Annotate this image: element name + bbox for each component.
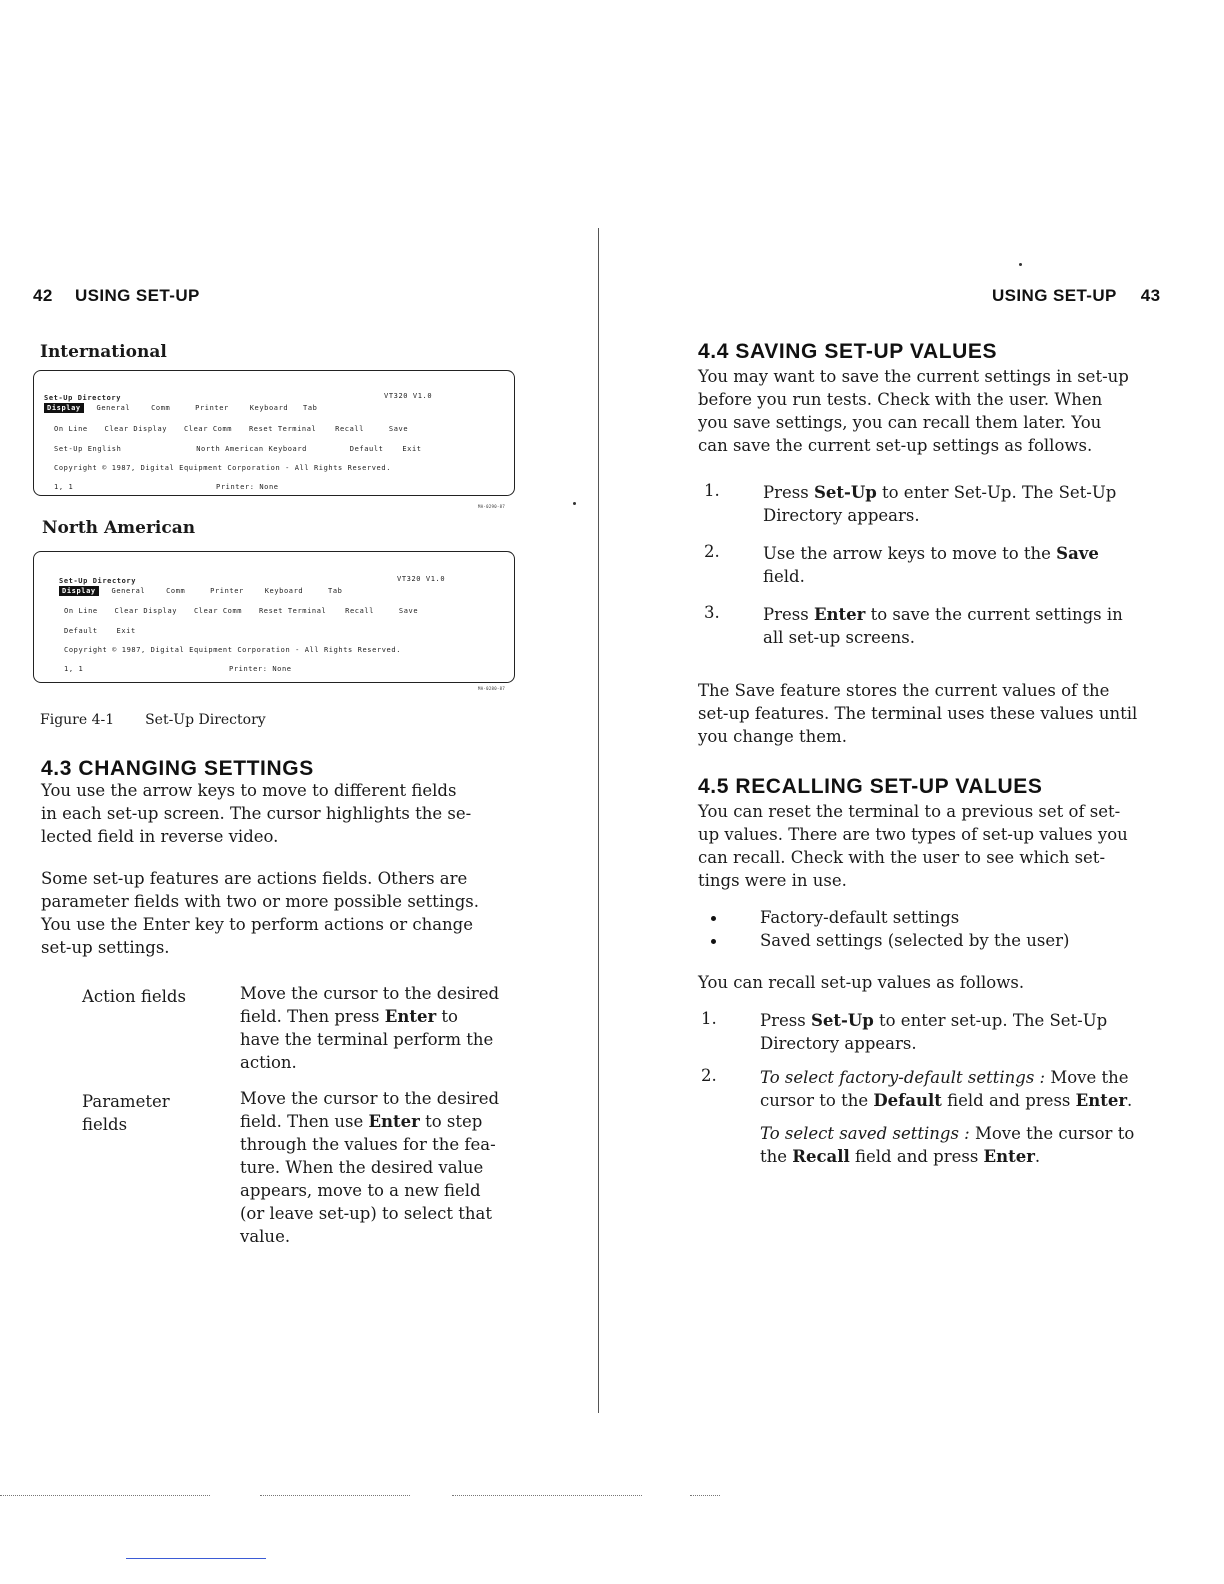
scan-artifact-blue-line bbox=[126, 1558, 266, 1559]
field-keyboard-type: North American Keyboard bbox=[196, 445, 307, 453]
menu-printer: Printer bbox=[195, 404, 229, 412]
figure-caption bbox=[40, 712, 266, 728]
field-save: Save bbox=[398, 607, 419, 615]
bullet-icon bbox=[711, 939, 716, 944]
definition-desc-parameter-fields bbox=[240, 1087, 540, 1248]
text-line bbox=[760, 1009, 1180, 1032]
text-line: Some set-up features are actions fields. Others are bbox=[41, 869, 468, 888]
left-page-number: 42 bbox=[33, 286, 53, 305]
field-clear-display: Clear Display bbox=[114, 607, 178, 615]
enter-key-term: Enter bbox=[813, 605, 866, 624]
text-line: value. bbox=[240, 1227, 291, 1246]
text-line: lected field in reverse video. bbox=[41, 827, 279, 846]
text-run: the bbox=[760, 1147, 793, 1166]
text-line bbox=[763, 542, 1183, 565]
text-line: Parameter bbox=[82, 1092, 170, 1111]
right-running-head bbox=[992, 286, 1160, 306]
menu-display-highlighted: Display bbox=[44, 403, 84, 413]
text-line bbox=[760, 1066, 1185, 1089]
screen-printer-status: Printer: None bbox=[229, 665, 292, 673]
screen-copyright: Copyright © 1987, Digital Equipment Corporation - All Rights Reserved. bbox=[64, 646, 402, 654]
field-setup-language: Set-Up English bbox=[54, 445, 122, 453]
art-tag: MA-0280-87 bbox=[478, 686, 506, 691]
field-save: Save bbox=[388, 425, 409, 433]
screen-title: Set-Up Directory bbox=[44, 394, 122, 402]
text-line: can save the current set-up settings as follows. bbox=[698, 436, 1093, 455]
scan-artifact bbox=[452, 1495, 642, 1497]
text-line: set-up features. The terminal uses these values until bbox=[698, 704, 1138, 723]
north-american-setup-screen bbox=[33, 551, 515, 683]
field-reset-terminal: Reset Terminal bbox=[248, 425, 317, 433]
bullet-item-factory-default: Factory-default settings bbox=[760, 908, 960, 927]
section-heading-4-3: 4.3 CHANGING SETTINGS bbox=[41, 757, 314, 780]
screen-title: Set-Up Directory bbox=[59, 577, 137, 585]
text-line: You can reset the terminal to a previous set of set- bbox=[698, 802, 1121, 821]
menu-tab: Tab bbox=[328, 587, 343, 595]
text-line: through the values for the fea- bbox=[240, 1135, 496, 1154]
setup-key-term: Set-Up bbox=[813, 483, 877, 502]
text-run: . bbox=[1034, 1147, 1041, 1166]
menu-keyboard: Keyboard bbox=[264, 587, 304, 595]
text-line bbox=[760, 1089, 1185, 1112]
text-line: Directory appears. bbox=[760, 1034, 917, 1053]
screen-action-row bbox=[54, 425, 408, 433]
text-line: Move the cursor to the desired bbox=[240, 984, 500, 1003]
screen-action-row bbox=[64, 607, 418, 615]
text-line bbox=[760, 1122, 1185, 1145]
text-line: all set-up screens. bbox=[763, 628, 915, 647]
field-default: Default bbox=[64, 627, 98, 635]
screen-option-row bbox=[64, 627, 136, 635]
bullet-icon bbox=[711, 916, 716, 921]
text-run: . bbox=[1127, 1091, 1133, 1110]
screen-copyright: Copyright © 1987, Digital Equipment Corporation - All Rights Reserved. bbox=[54, 464, 392, 472]
field-on-line: On Line bbox=[54, 425, 88, 433]
text-line: (or leave set-up) to select that bbox=[240, 1204, 492, 1223]
section-heading-4-5: 4.5 RECALLING SET-UP VALUES bbox=[698, 775, 1043, 798]
menu-comm: Comm bbox=[151, 404, 171, 412]
menu-general: General bbox=[96, 404, 131, 412]
recall-field-term: Recall bbox=[792, 1147, 850, 1166]
screen-version: VT320 V1.0 bbox=[384, 392, 433, 400]
recall-step-1 bbox=[760, 1009, 1180, 1055]
text-line: You use the Enter key to perform actions or change bbox=[41, 915, 473, 934]
text-run: Move the bbox=[1045, 1068, 1129, 1087]
menu-keyboard: Keyboard bbox=[249, 404, 289, 412]
field-exit: Exit bbox=[116, 627, 136, 635]
menu-comm: Comm bbox=[166, 587, 186, 595]
text-line: you save settings, you can recall them later. You bbox=[698, 413, 1102, 432]
menu-general: General bbox=[111, 587, 146, 595]
section-4-3-para-1 bbox=[41, 779, 561, 848]
recall-step-2a bbox=[760, 1066, 1185, 1112]
text-line bbox=[763, 481, 1183, 504]
figure-number: Figure 4-1 bbox=[40, 712, 115, 728]
menu-tab: Tab bbox=[303, 404, 318, 412]
text-line: Move the cursor to the desired bbox=[240, 1089, 500, 1108]
figure-title: Set-Up Directory bbox=[145, 712, 266, 728]
screen-menu-row bbox=[59, 587, 342, 595]
definition-term-parameter-fields bbox=[82, 1090, 170, 1136]
save-field-term: Save bbox=[1056, 544, 1099, 563]
north-american-label: North American bbox=[42, 518, 196, 538]
setup-key-term: Set-Up bbox=[810, 1011, 874, 1030]
text-run: Press bbox=[763, 605, 814, 624]
text-run: to bbox=[436, 1007, 458, 1026]
text-line: Directory appears. bbox=[763, 506, 920, 525]
text-run: Move the cursor to bbox=[969, 1124, 1135, 1143]
text-run: cursor to the bbox=[760, 1091, 874, 1110]
text-line bbox=[240, 1110, 540, 1133]
text-run: to save the current settings in bbox=[865, 605, 1123, 624]
italic-run: To select saved settings : bbox=[760, 1124, 970, 1143]
save-step-3 bbox=[763, 603, 1183, 649]
right-running-head-title: USING SET-UP bbox=[992, 286, 1117, 305]
text-run: field and press bbox=[849, 1147, 984, 1166]
text-run: Press bbox=[763, 483, 814, 502]
left-running-head bbox=[33, 286, 200, 306]
field-clear-display: Clear Display bbox=[104, 425, 168, 433]
section-4-4-closing bbox=[698, 679, 1188, 748]
field-clear-comm: Clear Comm bbox=[193, 607, 243, 615]
text-line: tings were in use. bbox=[698, 871, 847, 890]
text-line: You may want to save the current settings in set-up bbox=[698, 367, 1129, 386]
section-4-5-intro bbox=[698, 800, 1188, 892]
scan-speck bbox=[1019, 263, 1022, 266]
text-line: you change them. bbox=[698, 727, 847, 746]
text-line: set-up settings. bbox=[41, 938, 170, 957]
text-line bbox=[760, 1145, 1185, 1168]
text-line: field. bbox=[763, 567, 805, 586]
step-number: 1. bbox=[701, 1009, 717, 1028]
text-line: Action fields bbox=[82, 987, 186, 1006]
text-line: action. bbox=[240, 1053, 297, 1072]
text-line: appears, move to a new field bbox=[240, 1181, 481, 1200]
field-recall: Recall bbox=[335, 425, 365, 433]
enter-key-term: Enter bbox=[983, 1147, 1035, 1166]
text-line: before you run tests. Check with the user. When bbox=[698, 390, 1103, 409]
italic-run: To select factory-default settings : bbox=[760, 1068, 1046, 1087]
text-run: field. Then use bbox=[240, 1112, 369, 1131]
field-clear-comm: Clear Comm bbox=[183, 425, 233, 433]
screen-menu-row bbox=[44, 404, 317, 412]
scan-artifact bbox=[260, 1495, 410, 1497]
recall-step-2b bbox=[760, 1122, 1185, 1168]
text-line: fields bbox=[82, 1115, 128, 1134]
left-running-head-title: USING SET-UP bbox=[74, 286, 200, 305]
enter-key-term: Enter bbox=[1075, 1091, 1128, 1110]
step-number: 2. bbox=[701, 1066, 717, 1085]
text-line: up values. There are two types of set-up values you bbox=[698, 825, 1128, 844]
definition-desc-action-fields bbox=[240, 982, 540, 1074]
enter-key-term: Enter bbox=[384, 1007, 437, 1026]
text-line bbox=[763, 603, 1183, 626]
text-line: in each set-up screen. The cursor highlights the se- bbox=[41, 804, 472, 823]
bullet-item-saved-settings: Saved settings (selected by the user) bbox=[760, 931, 1070, 950]
menu-display-highlighted: Display bbox=[59, 586, 99, 596]
text-run: Press bbox=[760, 1011, 811, 1030]
text-line: can recall. Check with the user to see which set- bbox=[698, 848, 1106, 867]
section-4-3-para-2 bbox=[41, 867, 561, 959]
right-page-number: 43 bbox=[1140, 286, 1161, 305]
field-recall: Recall bbox=[345, 607, 375, 615]
recall-lead-text: You can recall set-up values as follows. bbox=[698, 973, 1025, 992]
text-run: field. Then press bbox=[240, 1007, 385, 1026]
step-number: 2. bbox=[704, 542, 720, 561]
screen-option-row bbox=[54, 445, 422, 453]
text-run: to step bbox=[419, 1112, 483, 1131]
menu-printer: Printer bbox=[210, 587, 244, 595]
international-setup-screen bbox=[33, 370, 515, 496]
text-run: to enter Set-Up. The Set-Up bbox=[876, 483, 1117, 502]
step-number: 1. bbox=[704, 481, 720, 500]
text-line: have the terminal perform the bbox=[240, 1030, 494, 1049]
field-reset-terminal: Reset Terminal bbox=[258, 607, 327, 615]
text-run: Use the arrow keys to move to the bbox=[763, 544, 1057, 563]
text-run: field and press bbox=[941, 1091, 1076, 1110]
scan-artifact bbox=[690, 1495, 720, 1497]
art-tag: MA-0290-87 bbox=[478, 504, 506, 509]
save-step-1 bbox=[763, 481, 1183, 527]
default-field-term: Default bbox=[873, 1091, 942, 1110]
screen-printer-status: Printer: None bbox=[216, 483, 279, 491]
page-gutter-divider bbox=[598, 228, 599, 1413]
field-default: Default bbox=[349, 445, 384, 453]
text-line: parameter fields with two or more possible settings. bbox=[41, 892, 479, 911]
screen-version: VT320 V1.0 bbox=[397, 575, 446, 583]
text-line: The Save feature stores the current values of the bbox=[698, 681, 1110, 700]
text-line: You use the arrow keys to move to different fields bbox=[41, 781, 457, 800]
step-number: 3. bbox=[704, 603, 720, 622]
enter-key-term: Enter bbox=[368, 1112, 420, 1131]
section-4-4-intro bbox=[698, 365, 1188, 457]
text-run: to enter set-up. The Set-Up bbox=[873, 1011, 1108, 1030]
scan-artifact bbox=[0, 1495, 210, 1497]
scan-speck bbox=[573, 502, 576, 505]
text-line bbox=[240, 1005, 540, 1028]
field-on-line: On Line bbox=[64, 607, 98, 615]
field-exit: Exit bbox=[402, 445, 422, 453]
section-heading-4-4: 4.4 SAVING SET-UP VALUES bbox=[698, 340, 998, 363]
screen-cursor-position: 1, 1 bbox=[54, 483, 74, 491]
definition-term-action-fields bbox=[82, 985, 186, 1008]
save-step-2 bbox=[763, 542, 1183, 588]
screen-cursor-position: 1, 1 bbox=[64, 665, 84, 673]
text-line: ture. When the desired value bbox=[240, 1158, 484, 1177]
international-label: International bbox=[40, 342, 167, 362]
